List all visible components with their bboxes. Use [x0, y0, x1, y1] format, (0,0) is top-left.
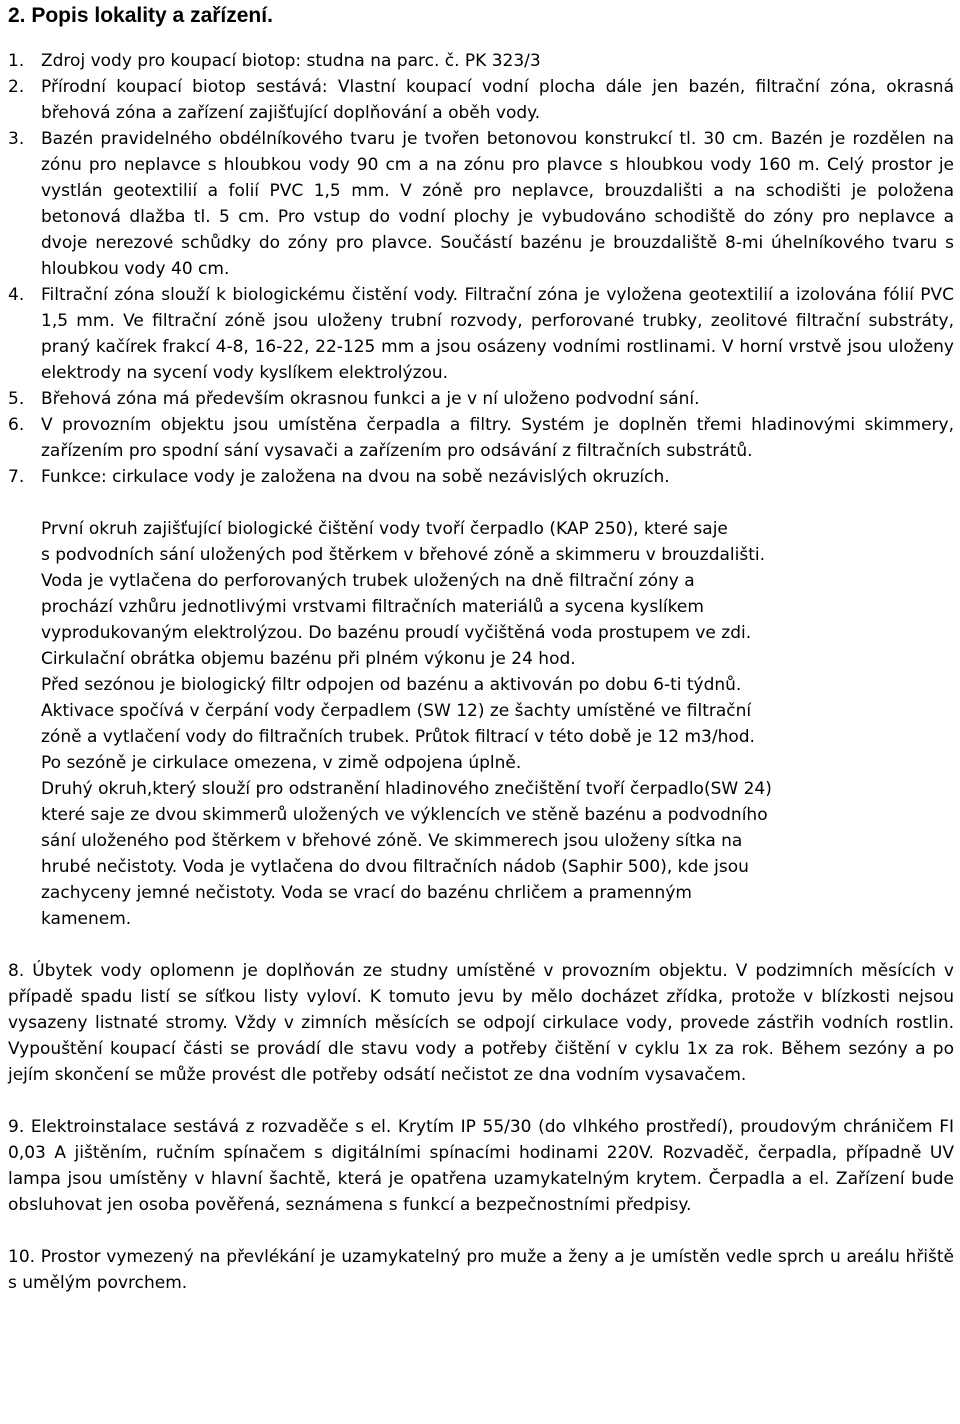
circuit-line: Cirkulační obrátka objemu bazénu při plném výkonu je 24 hod.: [41, 649, 576, 669]
list-item-text: Bazén pravidelného obdélníkového tvaru je tvořen betonovou konstrukcí tl. 30 cm. Bazén je rozdělen na zónu pro neplavce s hloubkou vody 90 cm a na zónu pro plavce s hloubkou vody 160 m. Celý prostor je vystlán geotextilií a folií PVC 1,5 mm. V zóně pro neplavce, brouzdališti a na schodišti je položena betonová dlažba tl. 5 cm. Pro vstup do vodní plochy je vybudováno schodiště do zóny pro neplavce a dvoje nerezové schůdky do zóny pro plavce. Součástí bazénu je brouzdaliště 8-mi úhelníkového tvaru s hloubkou vody 40 cm.: [41, 129, 954, 279]
section-9-paragraph: 9. Elektroinstalace sestává z rozvaděče s el. Krytím IP 55/30 (do vlhkého prostředí), proudovým chráničem FI 0,03 A jištěním, ručním spínačem s digitálními spínacími hodinami 220V. Rozvaděč, čerpadla, případně UV lampa jsou umístěny v hlavní šachtě, která je opatřena uzamykatelným krytem. Čerpadla a el. Zařízení bude obsluhovat jen osoba pověřená, seznámena s funkcí a bezpečnostními předpisy.: [8, 1117, 954, 1215]
circuit-line: zachyceny jemné nečistoty. Voda se vrací do bazénu chrličem a pramenným: [41, 883, 692, 903]
circuit-line: zóně a vytlačení vody do filtračních trubek. Průtok filtrací v této době je 12 m3/hod.: [41, 727, 755, 747]
section-heading: 2. Popis lokality a zařízení.: [8, 4, 273, 27]
circuit-line: s podvodních sání uložených pod štěrkem v břehové zóně a skimmeru v brouzdališti.: [41, 545, 766, 565]
list-item: [8, 48, 954, 74]
list-item-number: 1.: [8, 51, 25, 71]
list-item: [8, 412, 954, 464]
numbered-list: [8, 48, 954, 1296]
circuit-line: První okruh zajišťující biologické čištění vody tvoří čerpadlo (KAP 250), které saje: [41, 519, 728, 539]
paragraph-gap: [8, 1088, 954, 1114]
list-item: [8, 282, 954, 386]
list-item-text: Filtrační zóna slouží k biologickému čistění vody. Filtrační zóna je vyložena geotextilií a izolována fólií PVC 1,5 mm. Ve filtrační zóně jsou uloženy trubní rozvody, perforované trubky, zeolitové filtrační substráty, praný kačírek frakcí 4-8, 16-22, 22-125 mm a jsou osázeny vodními rostlinami. V horní vrstvě jsou uloženy elektrody na sycení vody kyslíkem elektrolýzou.: [41, 285, 954, 383]
circuit-line: Aktivace spočívá v čerpání vody čerpadlem (SW 12) ze šachty umístěné ve filtrační: [41, 701, 752, 721]
paragraph-gap: [8, 490, 954, 516]
list-item-text: Přírodní koupací biotop sestává: Vlastní koupací vodní plocha dále jen bazén, filtrační zóna, okrasná břehová zóna a zařízení zajišťující doplňování a oběh vody.: [41, 77, 954, 123]
list-item-number: 4.: [8, 285, 25, 305]
section-8-paragraph: 8. Úbytek vody oplomenn je doplňován ze studny umístěné v provozním objektu. V podzimních měsících v případě spadu listí se síťkou listy vyloví. K tomuto jevu by mělo docházet zřídka, protože v blízkosti nejsou vysazeny listnaté stromy. Vždy v zimních měsících se odpojí cirkulace vody, provede zástřih vodních rostlin. Vypouštění koupací části se provádí dle stavu vody a potřeby čištění v cyklu 1x za rok. Během sezóny a po jejím skončení se může provést dle potřeby odsátí nečistot ze dna vodním vysavačem.: [8, 961, 954, 1085]
circuit-line: kamenem.: [41, 909, 132, 929]
list-item: [8, 464, 954, 490]
list-item-number: 7.: [8, 467, 25, 487]
list-item-number: 5.: [8, 389, 25, 409]
circuit-line: Druhý okruh,který slouží pro odstranění hladinového znečištění tvoří čerpadlo(SW 24): [41, 779, 772, 799]
list-item: [8, 386, 954, 412]
paragraph-gap: [8, 1218, 954, 1244]
list-item-text: Zdroj vody pro koupací biotop: studna na parc. č. PK 323/3: [41, 51, 541, 71]
list-item-text: Břehová zóna má především okrasnou funkci a je v ní uloženo podvodní sání.: [41, 389, 700, 409]
list-item-number: 3.: [8, 129, 25, 149]
circuit-line: hrubé nečistoty. Voda je vytlačena do dvou filtračních nádob (Saphir 500), kde jsou: [41, 857, 749, 877]
circuit-line: prochází vzhůru jednotlivými vrstvami filtračních materiálů a sycena kyslíkem: [41, 597, 704, 617]
circuit-line: sání uloženého pod štěrkem v břehové zóně. Ve skimmerech jsou uloženy sítka na: [41, 831, 743, 851]
circuit-line: vyprodukovaným elektrolýzou. Do bazénu proudí vyčištěná voda prostupem ve zdi.: [41, 623, 752, 643]
circuit-line: Voda je vytlačena do perforovaných trubek uložených na dně filtrační zóny a: [41, 571, 695, 591]
section-10-paragraph: 10. Prostor vymezený na převlékání je uzamykatelný pro muže a ženy a je umístěn vedle sprch u areálu hřiště s umělým povrchem.: [8, 1247, 954, 1293]
circuit-line: které saje ze dvou skimmerů uložených ve výklencích ve stěně bazénu a podvodního: [41, 805, 768, 825]
circuit-line: Před sezónou je biologický filtr odpojen od bazénu a aktivován po dobu 6-ti týdnů.: [41, 675, 742, 695]
list-item-text: Funkce: cirkulace vody je založena na dvou na sobě nezávislých okruzích.: [41, 467, 670, 487]
list-item: [8, 126, 954, 282]
list-item-text: V provozním objektu jsou umístěna čerpadla a filtry. Systém je doplněn třemi hladinovými skimmery, zařízením pro spodní sání vysavači a zařízením pro odsávání z filtračních substrátů.: [41, 415, 954, 461]
circuit-description: [41, 516, 954, 932]
paragraph-gap: [8, 932, 954, 958]
list-item-number: 2.: [8, 77, 25, 97]
list-item: [8, 74, 954, 126]
circuit-line: Po sezóně je cirkulace omezena, v zimě odpojena úplně.: [41, 753, 522, 773]
list-item-number: 6.: [8, 415, 25, 435]
